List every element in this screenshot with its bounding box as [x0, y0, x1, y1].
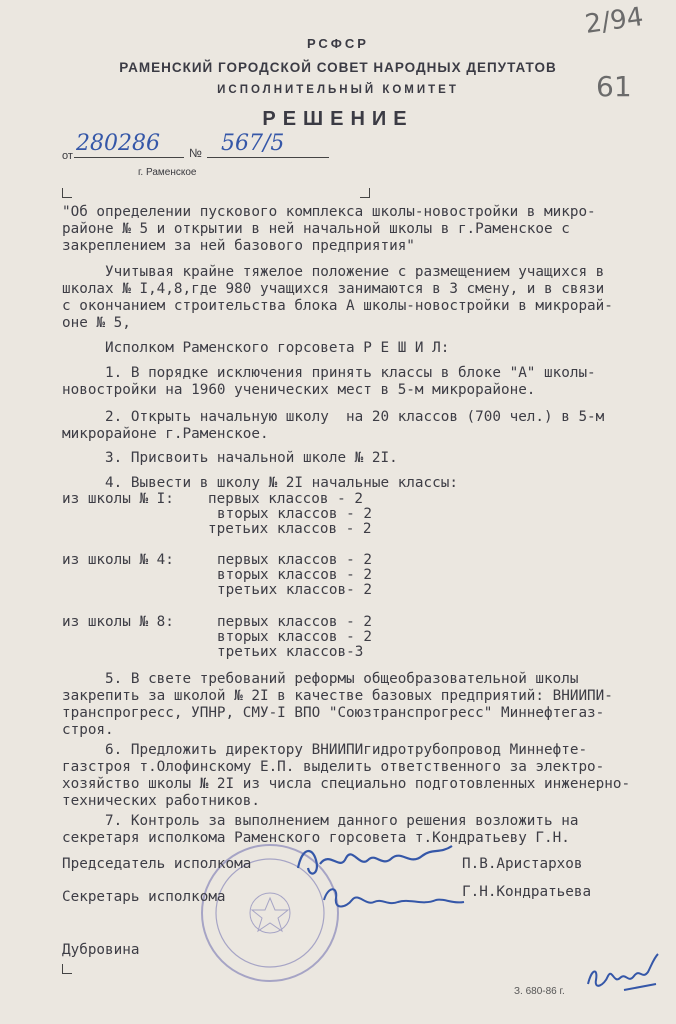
item2-line-1: 2. Открыть начальную школу на 20 классов (700 чел.) в 5-м	[62, 409, 605, 425]
archive-mark-top: 2/94	[583, 2, 646, 40]
resolved-line: Исполком Раменского горсовета Р Е Ш И Л:	[62, 340, 450, 356]
item1-line-2: новостройки на 1960 ученических мест в 5-м микрорайоне.	[62, 382, 536, 398]
chairman-name: П.В.Аристархов	[462, 856, 583, 872]
school-1-row-3: третьих классов - 2	[208, 521, 372, 537]
item5-line-3: транспрогресс, УПНР, СМУ-I ВПО "Союзтранспрогресс" Миннефтегаз-	[62, 705, 605, 721]
item7-line-2: секретаря исполкома Раменского горсовета т.Кондратьеву Г.Н.	[62, 830, 570, 846]
preamble-line-4: оне № 5,	[62, 315, 131, 331]
date-field	[74, 131, 184, 158]
item5-line-2: закрепить за школой № 2I в качестве базовых предприятий: ВНИИПИ-	[62, 688, 613, 704]
republic-heading: РСФСР	[307, 36, 369, 51]
item5-line-1: 5. В свете требований реформы общеобразовательной школы	[62, 671, 579, 687]
print-code: З. 680-86 г.	[514, 986, 565, 997]
school-1-row-2: вторых классов - 2	[217, 506, 372, 522]
chairman-role: Председатель исполкома	[62, 856, 252, 872]
handwritten-number: 567/5	[221, 131, 285, 156]
city-label: г. Раменское	[138, 167, 197, 178]
archive-mark-bottom: 61	[596, 70, 632, 103]
secretary-role: Секретарь исполкома	[62, 889, 226, 905]
archivist-initials	[584, 950, 662, 996]
school-4-row-1: первых классов - 2	[217, 552, 372, 568]
title-line-1: "Об определении пускового комплекса школы-новостройки в микро-	[62, 204, 596, 220]
executor-name: Дубровина	[62, 942, 140, 958]
number-prefix: №	[189, 146, 202, 160]
council-heading: РАМЕНСКИЙ ГОРОДСКОЙ СОВЕТ НАРОДНЫХ ДЕПУТАТОВ	[119, 60, 557, 75]
item7-line-1: 7. Контроль за выполнением данного решения возложить на	[62, 813, 579, 829]
item5-line-4: строя.	[62, 722, 114, 738]
date-prefix: от	[62, 150, 73, 162]
item6-line-2: газстроя т.Олофинскому Е.П. выделить ответственного за электро-	[62, 759, 605, 775]
item3-line: 3. Присвоить начальной школе № 2I.	[62, 450, 398, 466]
school-4-label: из школы № 4:	[62, 552, 174, 568]
school-8-row-2: вторых классов - 2	[217, 629, 372, 645]
preamble-line-2: школах № I,4,8,где 980 учащихся занимаются в 3 смену, и в связи	[62, 281, 605, 297]
number-field	[207, 131, 329, 158]
preamble-line-1: Учитывая крайне тяжелое положение с размещением учащихся в	[62, 264, 605, 280]
committee-heading: ИСПОЛНИТЕЛЬНЫЙ КОМИТЕТ	[217, 84, 459, 96]
school-8-label: из школы № 8:	[62, 614, 174, 630]
item6-line-1: 6. Предложить директору ВНИИПИгидротрубопровод Миннефте-	[62, 742, 588, 758]
school-1-row-1: первых классов - 2	[208, 491, 363, 507]
document-type-heading: РЕШЕНИЕ	[262, 108, 414, 130]
title-bracket-left	[62, 188, 72, 198]
footer-bracket	[62, 964, 72, 974]
item4-line: 4. Вывести в школу № 2I начальные классы:	[62, 475, 458, 491]
title-line-2: районе № 5 и открытии в ней начальной школы в г.Раменское с	[62, 221, 570, 237]
school-1-label: из школы № I:	[62, 491, 174, 507]
title-line-3: закреплением за ней базового предприятия"	[62, 238, 415, 254]
school-4-row-2: вторых классов - 2	[217, 567, 372, 583]
item2-line-2: микрорайоне г.Раменское.	[62, 426, 269, 442]
item1-line-1: 1. В порядке исключения принять классы в блоке "А" школы-	[62, 365, 596, 381]
item6-line-3: хозяйство школы № 2I из числа специально подготовленных инженерно-	[62, 776, 631, 792]
preamble-line-3: с окончанием строительства блока А школы-новостройки в микрорай-	[62, 298, 613, 314]
handwritten-date: 280286	[76, 131, 160, 156]
secretary-signature	[318, 880, 468, 920]
item6-line-4: технических работников.	[62, 793, 260, 809]
title-bracket-right	[360, 188, 370, 198]
secretary-name: Г.Н.Кондратьева	[462, 884, 592, 900]
school-4-row-3: третьих классов- 2	[217, 582, 372, 598]
school-8-row-3: третьих классов-3	[217, 644, 364, 660]
school-8-row-1: первых классов - 2	[217, 614, 372, 630]
